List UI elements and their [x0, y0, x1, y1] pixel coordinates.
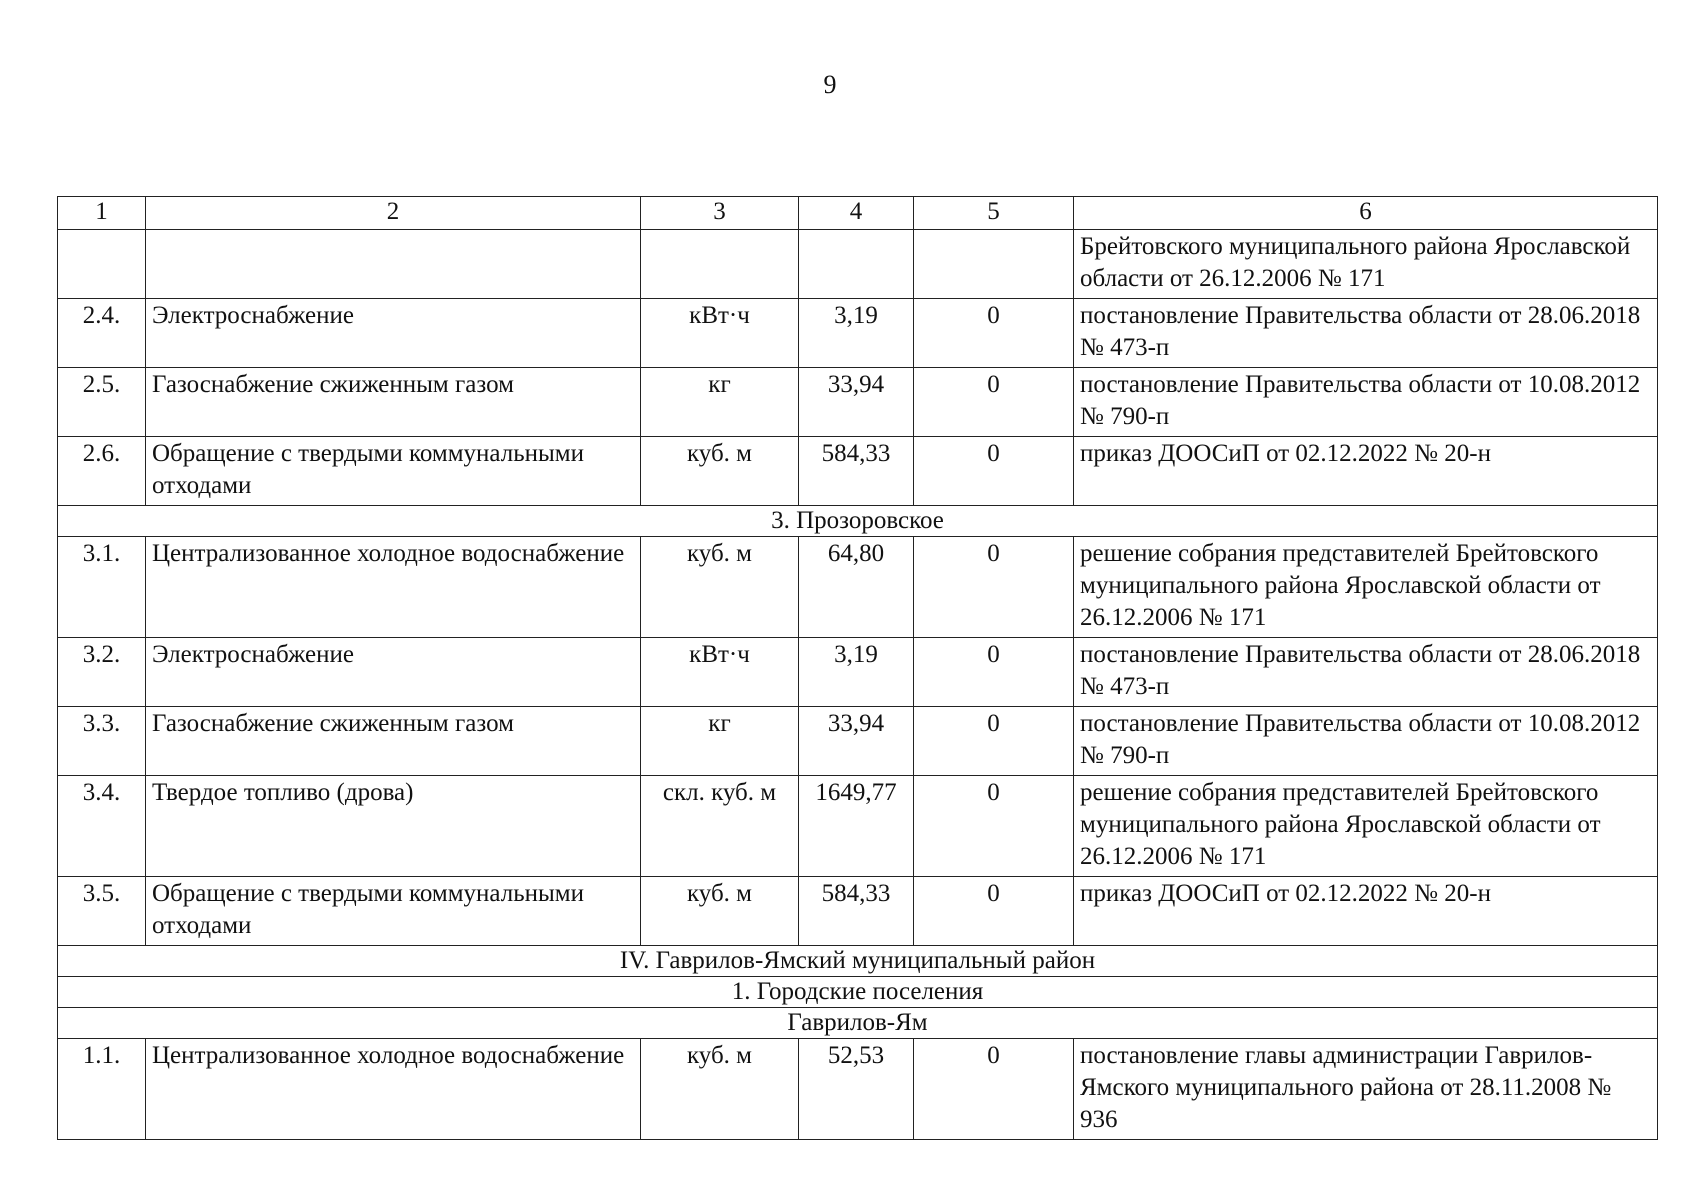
- norm-value: [799, 230, 914, 299]
- unit-cell: кг: [641, 707, 799, 776]
- row-number: 3.3.: [58, 707, 146, 776]
- row-number: 2.6.: [58, 437, 146, 506]
- column-5-value: [914, 230, 1074, 299]
- norm-value: 3,19: [799, 638, 914, 707]
- row-number: [58, 230, 146, 299]
- section-title: IV. Гаврилов-Ямский муниципальный район: [58, 946, 1658, 977]
- unit-cell: куб. м: [641, 877, 799, 946]
- table-row: [58, 299, 1658, 368]
- unit-cell: кВт·ч: [641, 299, 799, 368]
- service-name: Обращение с твердыми коммунальными отходами: [146, 877, 641, 946]
- legal-basis: постановление Правительства области от 10.08.2012 № 790-п: [1074, 368, 1658, 437]
- column-5-value: 0: [914, 368, 1074, 437]
- legal-basis: приказ ДООСиП от 02.12.2022 № 20-н: [1074, 877, 1658, 946]
- table-row: [58, 230, 1658, 299]
- row-number: 3.1.: [58, 537, 146, 638]
- legal-basis: приказ ДООСиП от 02.12.2022 № 20-н: [1074, 437, 1658, 506]
- header-cell: 1: [58, 197, 146, 230]
- unit-cell: скл. куб. м: [641, 776, 799, 877]
- header-cell: 6: [1074, 197, 1658, 230]
- row-number: 2.4.: [58, 299, 146, 368]
- table-header-row: [58, 197, 1658, 230]
- unit-cell: куб. м: [641, 437, 799, 506]
- table-row: [58, 537, 1658, 638]
- service-name: Электроснабжение: [146, 638, 641, 707]
- table-row: [58, 707, 1658, 776]
- norm-value: 584,33: [799, 877, 914, 946]
- service-name: [146, 230, 641, 299]
- service-name: Централизованное холодное водоснабжение: [146, 537, 641, 638]
- row-number: 3.4.: [58, 776, 146, 877]
- service-name: Газоснабжение сжиженным газом: [146, 368, 641, 437]
- column-5-value: 0: [914, 776, 1074, 877]
- header-cell: 3: [641, 197, 799, 230]
- section-title: 3. Прозоровское: [58, 506, 1658, 537]
- legal-basis: постановление главы администрации Гаврилов-Ямского муниципального района от 28.11.2008 № 936: [1074, 1039, 1658, 1140]
- legal-basis: Брейтовского муниципального района Ярославской области от 26.12.2006 № 171: [1074, 230, 1658, 299]
- unit-cell: куб. м: [641, 1039, 799, 1140]
- service-name: Газоснабжение сжиженным газом: [146, 707, 641, 776]
- unit-cell: [641, 230, 799, 299]
- header-cell: 5: [914, 197, 1074, 230]
- column-5-value: 0: [914, 437, 1074, 506]
- section-row: [58, 946, 1658, 977]
- column-5-value: 0: [914, 299, 1074, 368]
- legal-basis: постановление Правительства области от 28.06.2018 № 473-п: [1074, 638, 1658, 707]
- legal-basis: решение собрания представителей Брейтовского муниципального района Ярославской области от 26.12.2006 № 171: [1074, 537, 1658, 638]
- tariff-table: [57, 196, 1658, 1140]
- section-row: [58, 977, 1658, 1008]
- legal-basis: решение собрания представителей Брейтовского муниципального района Ярославской области от 26.12.2006 № 171: [1074, 776, 1658, 877]
- legal-basis: постановление Правительства области от 28.06.2018 № 473-п: [1074, 299, 1658, 368]
- row-number: 2.5.: [58, 368, 146, 437]
- row-number: 3.2.: [58, 638, 146, 707]
- page-number: 9: [823, 70, 837, 99]
- service-name: Обращение с твердыми коммунальными отходами: [146, 437, 641, 506]
- service-name: Твердое топливо (дрова): [146, 776, 641, 877]
- norm-value: 33,94: [799, 368, 914, 437]
- unit-cell: кВт·ч: [641, 638, 799, 707]
- table-row: [58, 776, 1658, 877]
- legal-basis: постановление Правительства области от 10.08.2012 № 790-п: [1074, 707, 1658, 776]
- table-row: [58, 437, 1658, 506]
- section-title: Гаврилов-Ям: [58, 1008, 1658, 1039]
- unit-cell: куб. м: [641, 537, 799, 638]
- section-row: [58, 506, 1658, 537]
- header-cell: 4: [799, 197, 914, 230]
- header-cell: 2: [146, 197, 641, 230]
- table-row: [58, 368, 1658, 437]
- norm-value: 33,94: [799, 707, 914, 776]
- column-5-value: 0: [914, 537, 1074, 638]
- norm-value: 3,19: [799, 299, 914, 368]
- norm-value: 52,53: [799, 1039, 914, 1140]
- column-5-value: 0: [914, 877, 1074, 946]
- section-title: 1. Городские поселения: [58, 977, 1658, 1008]
- row-number: 1.1.: [58, 1039, 146, 1140]
- table-row: [58, 877, 1658, 946]
- norm-value: 584,33: [799, 437, 914, 506]
- column-5-value: 0: [914, 1039, 1074, 1140]
- service-name: Электроснабжение: [146, 299, 641, 368]
- unit-cell: кг: [641, 368, 799, 437]
- section-row: [58, 1008, 1658, 1039]
- row-number: 3.5.: [58, 877, 146, 946]
- norm-value: 1649,77: [799, 776, 914, 877]
- column-5-value: 0: [914, 707, 1074, 776]
- table-row: [58, 1039, 1658, 1140]
- table-row: [58, 638, 1658, 707]
- service-name: Централизованное холодное водоснабжение: [146, 1039, 641, 1140]
- column-5-value: 0: [914, 638, 1074, 707]
- norm-value: 64,80: [799, 537, 914, 638]
